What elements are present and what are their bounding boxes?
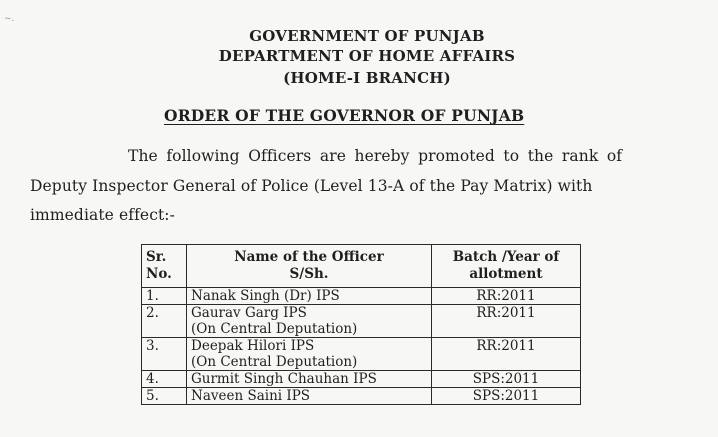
officers-table: [141, 244, 581, 405]
row-sr: 4.: [142, 371, 187, 388]
header-sr-line1: Sr.: [146, 249, 167, 265]
row-batch: RR:2011: [432, 288, 581, 305]
row-sr: 5.: [142, 388, 187, 405]
table-row: [142, 338, 581, 371]
header-batch-line1: Batch /Year of: [452, 249, 560, 265]
header-name-line2: S/Sh.: [289, 266, 329, 282]
officer-name: Naveen Saini IPS: [191, 388, 311, 404]
header-sr-line2: No.: [146, 266, 172, 282]
row-officer-name: [187, 305, 432, 338]
header-batch: [432, 245, 581, 288]
officer-name: Gurmit Singh Chauhan IPS: [191, 371, 377, 387]
table-row: [142, 371, 581, 388]
header-government: GOVERNMENT OF PUNJAB: [249, 27, 485, 45]
body-line-2: Deputy Inspector General of Police (Level 13-A of the Pay Matrix) with: [30, 177, 593, 195]
officer-note: (On Central Deputation): [191, 321, 358, 337]
table-row: [142, 388, 581, 405]
table-row: [142, 288, 581, 305]
row-sr: 1.: [142, 288, 187, 305]
header-name-line1: Name of the Officer: [234, 249, 384, 265]
row-batch: SPS:2011: [432, 388, 581, 405]
header-department: DEPARTMENT OF HOME AFFAIRS: [218, 47, 516, 65]
row-officer-name: [187, 371, 432, 388]
row-sr: 2.: [142, 305, 187, 338]
row-officer-name: [187, 388, 432, 405]
header-batch-line2: allotment: [469, 266, 543, 282]
officer-name: Nanak Singh (Dr) IPS: [191, 288, 340, 304]
officer-note: (On Central Deputation): [191, 354, 358, 370]
body-line-1: The following Officers are hereby promoted to the rank of: [128, 147, 623, 165]
header-officer-name: [187, 245, 432, 288]
row-sr: 3.: [142, 338, 187, 371]
row-officer-name: [187, 288, 432, 305]
table-header-row: [142, 245, 581, 288]
row-batch: RR:2011: [432, 305, 581, 338]
order-title: ORDER OF THE GOVERNOR OF PUNJAB: [164, 106, 525, 125]
scan-artifact: ~.: [4, 14, 15, 24]
row-officer-name: [187, 338, 432, 371]
header-branch: (HOME-I BRANCH): [283, 69, 451, 87]
officer-name: Gaurav Garg IPS: [191, 305, 307, 321]
header-sr-no: [142, 245, 187, 288]
table-row: [142, 305, 581, 338]
officer-name: Deepak Hilori IPS: [191, 338, 315, 354]
body-line-3: immediate effect:-: [30, 206, 175, 224]
row-batch: RR:2011: [432, 338, 581, 371]
row-batch: SPS:2011: [432, 371, 581, 388]
